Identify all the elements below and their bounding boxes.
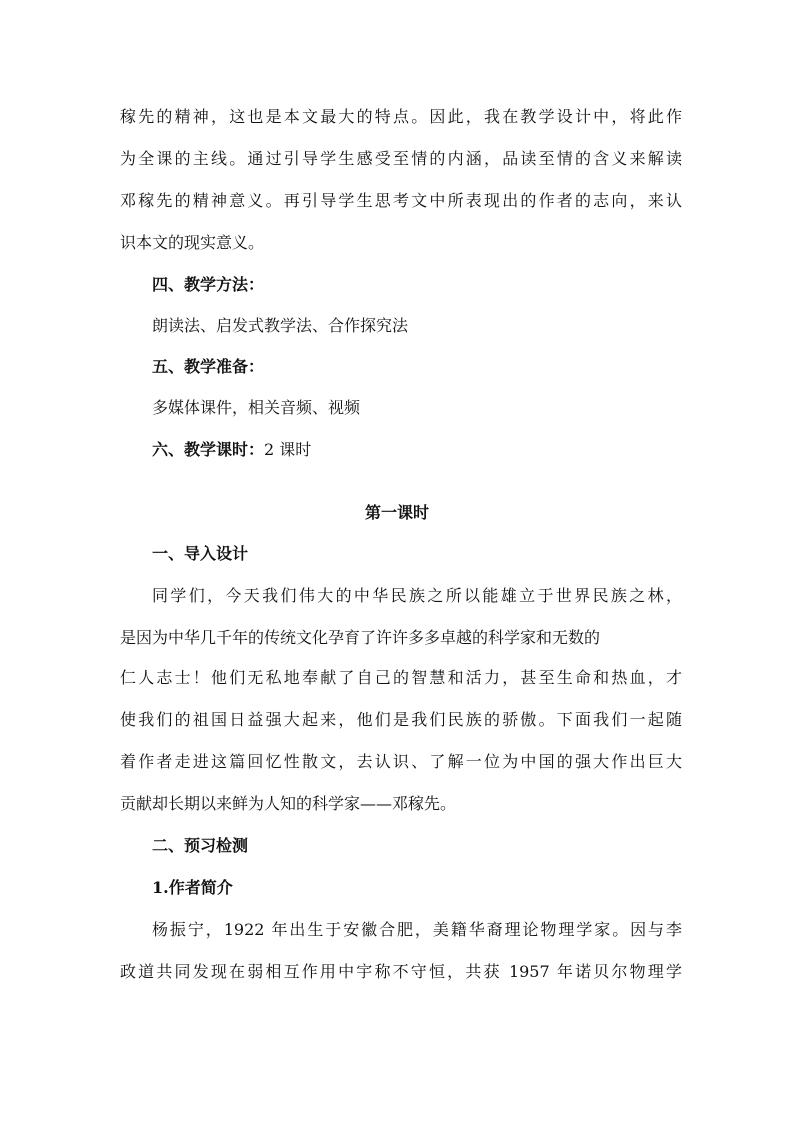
- part1-line-1: 同学们，今天我们伟大的中华民族之所以能雄立于世界民族之林，: [152, 586, 682, 605]
- intro-line-4: 识本文的现实意义。: [120, 233, 265, 252]
- part1-heading: 一、导入设计: [152, 544, 249, 563]
- section6-line: [152, 439, 311, 461]
- intro-line-1: 稼先的精神，这也是本文最大的特点。因此，我在教学设计中，将此作: [120, 107, 682, 126]
- part2-subheading: 1.作者简介: [152, 878, 233, 897]
- section4-heading: 四、教学方法：: [152, 275, 265, 294]
- section4-body: 朗读法、启发式教学法、合作探究法: [152, 316, 409, 335]
- part2-line-2: 政道共同发现在弱相互作用中宇称不守恒，共获 1957 年诺贝尔物理学: [120, 962, 682, 981]
- section5-body: 多媒体课件，相关音频、视频: [152, 398, 361, 417]
- part1-line-4: 使我们的祖国日益强大起来，他们是我们民族的骄傲。下面我们一起随: [120, 710, 682, 729]
- section6-value: 2 课时: [264, 440, 312, 459]
- part1-line-2: 是因为中华几千年的传统文化孕育了许许多多卓越的科学家和无数的: [120, 628, 601, 647]
- part2-line-1: 杨振宁，1922 年出生于安徽合肥，美籍华裔理论物理学家。因与李: [152, 920, 682, 939]
- part1-line-3: 仁人志士！他们无私地奉献了自己的智慧和活力，甚至生命和热血，才: [120, 668, 682, 687]
- part1-line-5: 着作者走进这篇回忆性散文，去认识、了解一位为中国的强大作出巨大: [120, 752, 682, 771]
- lesson-title: 第一课时: [364, 503, 429, 522]
- part1-line-6: 贡献却长期以来鲜为人知的科学家——邓稼先。: [120, 794, 457, 813]
- section5-heading: 五、教学准备：: [152, 357, 265, 376]
- section6-heading: 六、教学课时：: [152, 440, 265, 459]
- part2-heading: 二、预习检测: [152, 836, 249, 855]
- intro-line-3: 邓稼先的精神意义。再引导学生思考文中所表现出的作者的志向，来认: [120, 191, 682, 210]
- intro-line-2: 为全课的主线。通过引导学生感受至情的内涵，品读至情的含义来解读: [120, 149, 682, 168]
